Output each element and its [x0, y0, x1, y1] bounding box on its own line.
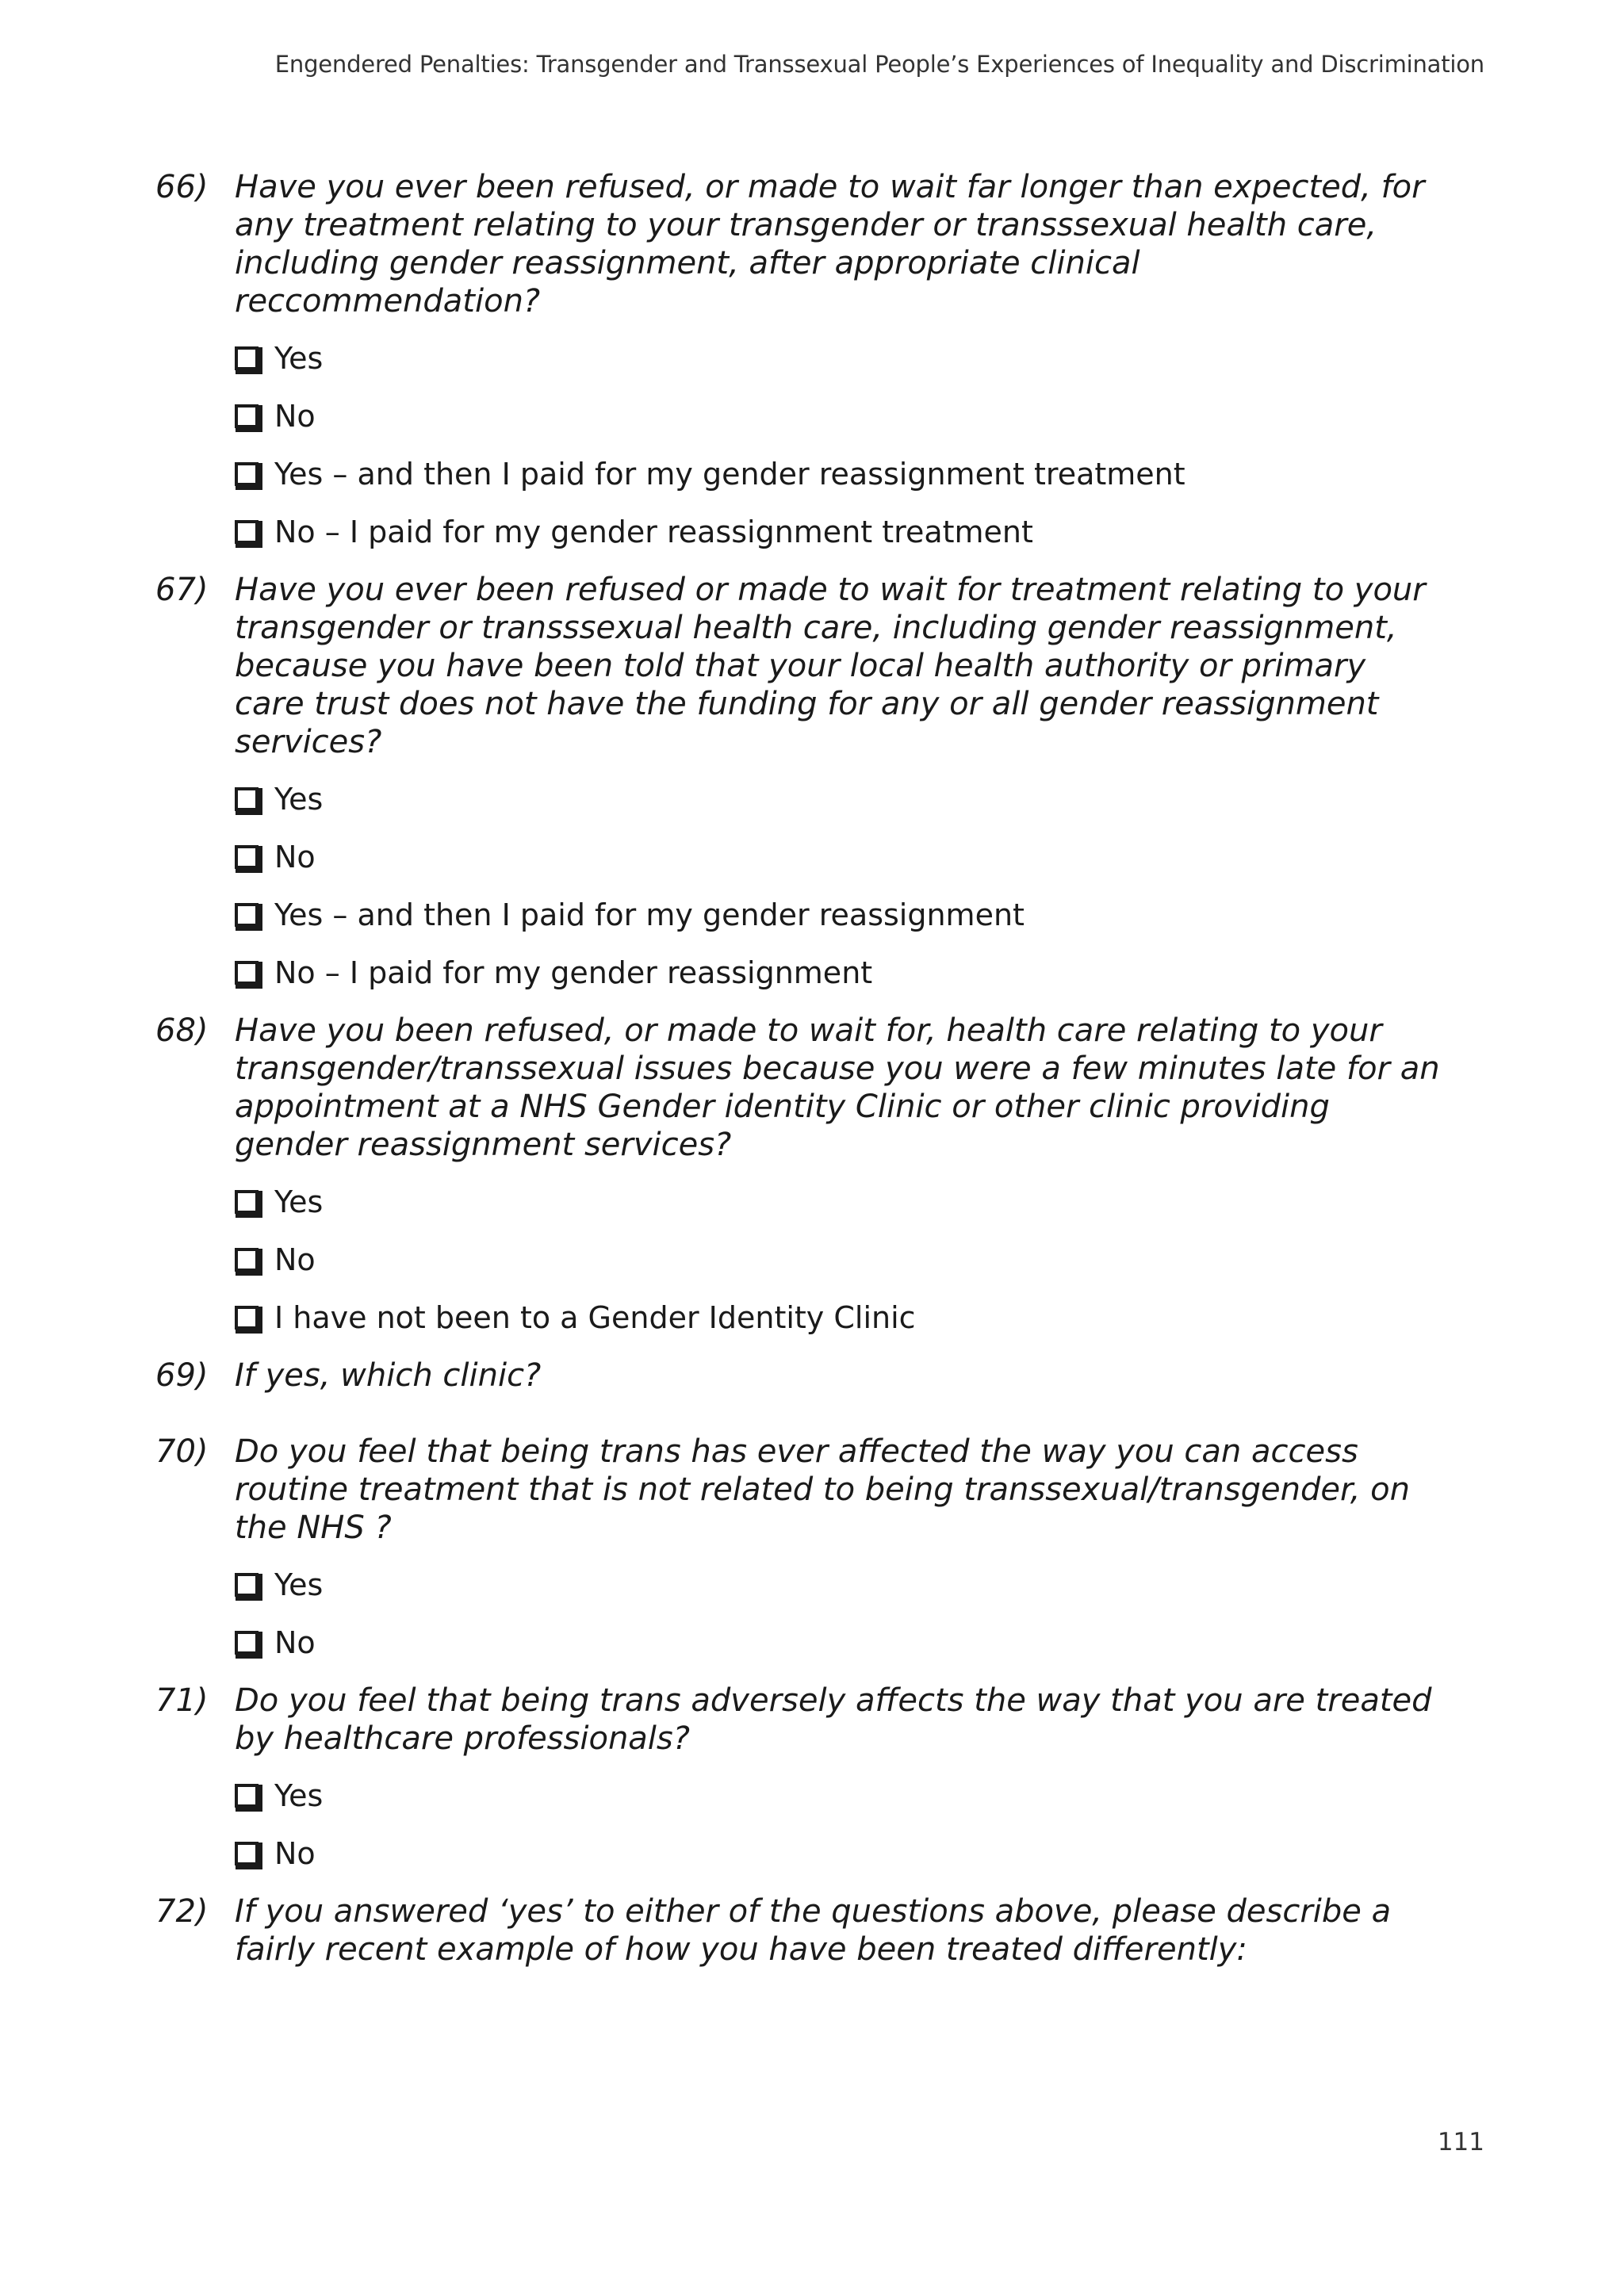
- checkbox-icon[interactable]: [235, 1248, 259, 1272]
- answer-option[interactable]: [235, 1299, 1440, 1337]
- option-label: Yes: [274, 1184, 324, 1219]
- answer-option[interactable]: [235, 1777, 1440, 1815]
- checkbox-icon[interactable]: [235, 462, 259, 486]
- question-69: [155, 1357, 1440, 1395]
- checkbox-icon[interactable]: [235, 520, 259, 544]
- question-text: Do you feel that being trans adversely affects the way that you are treated by healthcare professionals?: [235, 1682, 1432, 1757]
- answer-option[interactable]: [235, 954, 1440, 992]
- question-text: If you answered ‘yes’ to either of the questions above, please describe a fairly recent example of how you have been treated differently:: [235, 1893, 1392, 1968]
- option-label: No: [274, 840, 316, 874]
- answer-options: [235, 339, 1440, 551]
- answer-option[interactable]: [235, 397, 1440, 435]
- answer-option[interactable]: [235, 1241, 1440, 1279]
- question-text: If yes, which clinic?: [235, 1357, 542, 1394]
- answer-option[interactable]: [235, 838, 1440, 876]
- option-label: Yes: [274, 1778, 324, 1813]
- checkbox-icon[interactable]: [235, 1306, 259, 1330]
- question-text: Have you ever been refused or made to wait for treatment relating to your transgender or transssexual health care, including gender reassignment, because you have been told that your local health authority or primary care trust does not have the funding for any or all gender reassignment services?: [235, 572, 1426, 760]
- checkbox-icon[interactable]: [235, 1784, 259, 1808]
- answer-option[interactable]: [235, 1566, 1440, 1604]
- checkbox-icon[interactable]: [235, 1190, 259, 1214]
- answer-options: [235, 1566, 1440, 1662]
- question-number: 71): [155, 1682, 209, 1719]
- question-70: [155, 1433, 1440, 1662]
- option-label: No – I paid for my gender reassignment treatment: [274, 515, 1033, 549]
- question-number: 70): [155, 1433, 209, 1470]
- answer-option[interactable]: [235, 1183, 1440, 1221]
- question-66: [155, 168, 1440, 551]
- option-label: No: [274, 1836, 316, 1871]
- question-text: Have you been refused, or made to wait for, health care relating to your transgender/transsexual issues because you were a few minutes late for an appointment at a NHS Gender identity Clinic or other clinic providing gender reassignment services?: [235, 1012, 1440, 1163]
- question-68: [155, 1012, 1440, 1337]
- option-label: I have not been to a Gender Identity Clinic: [274, 1300, 916, 1335]
- answer-options: [235, 780, 1440, 992]
- answer-option[interactable]: [235, 780, 1440, 818]
- option-label: No: [274, 1625, 316, 1660]
- question-text: Have you ever been refused, or made to wait far longer than expected, for any treatment relating to your transgender or transssexual health care, including gender reassignment, after appropriate clinical reccommendation?: [235, 169, 1425, 320]
- answer-option[interactable]: [235, 455, 1440, 493]
- option-label: Yes: [274, 782, 324, 817]
- question-number: 68): [155, 1012, 209, 1049]
- checkbox-icon[interactable]: [235, 845, 259, 869]
- checkbox-icon[interactable]: [235, 961, 259, 985]
- question-72: [155, 1892, 1440, 1969]
- page-number: 111: [1437, 2128, 1484, 2156]
- checkbox-icon[interactable]: [235, 903, 259, 927]
- option-label: Yes – and then I paid for my gender reassignment: [274, 897, 1025, 932]
- answer-options: [235, 1777, 1440, 1873]
- option-label: No – I paid for my gender reassignment: [274, 955, 873, 990]
- option-label: Yes: [274, 1567, 324, 1602]
- checkbox-icon[interactable]: [235, 1631, 259, 1655]
- option-label: No: [274, 1242, 316, 1277]
- questionnaire: [155, 168, 1440, 2007]
- checkbox-icon[interactable]: [235, 346, 259, 370]
- running-header: Engendered Penalties: Transgender and Transsexual People’s Experiences of Inequality and Discrimination: [274, 51, 1484, 78]
- answer-options: [235, 1183, 1440, 1337]
- answer-option[interactable]: [235, 1624, 1440, 1662]
- answer-option[interactable]: [235, 513, 1440, 551]
- question-71: [155, 1682, 1440, 1873]
- question-number: 69): [155, 1357, 209, 1394]
- option-label: No: [274, 399, 316, 434]
- question-number: 66): [155, 169, 209, 205]
- answer-option[interactable]: [235, 339, 1440, 377]
- option-label: Yes: [274, 341, 324, 376]
- option-label: Yes – and then I paid for my gender reassignment treatment: [274, 457, 1185, 492]
- checkbox-icon[interactable]: [235, 1842, 259, 1866]
- checkbox-icon[interactable]: [235, 787, 259, 811]
- question-number: 72): [155, 1893, 209, 1930]
- question-67: [155, 571, 1440, 992]
- answer-option[interactable]: [235, 1835, 1440, 1873]
- question-text: Do you feel that being trans has ever affected the way you can access routine treatment that is not related to being transsexual/transgender, on the NHS ?: [235, 1433, 1410, 1546]
- question-number: 67): [155, 572, 209, 608]
- answer-option[interactable]: [235, 896, 1440, 934]
- checkbox-icon[interactable]: [235, 404, 259, 428]
- checkbox-icon[interactable]: [235, 1573, 259, 1597]
